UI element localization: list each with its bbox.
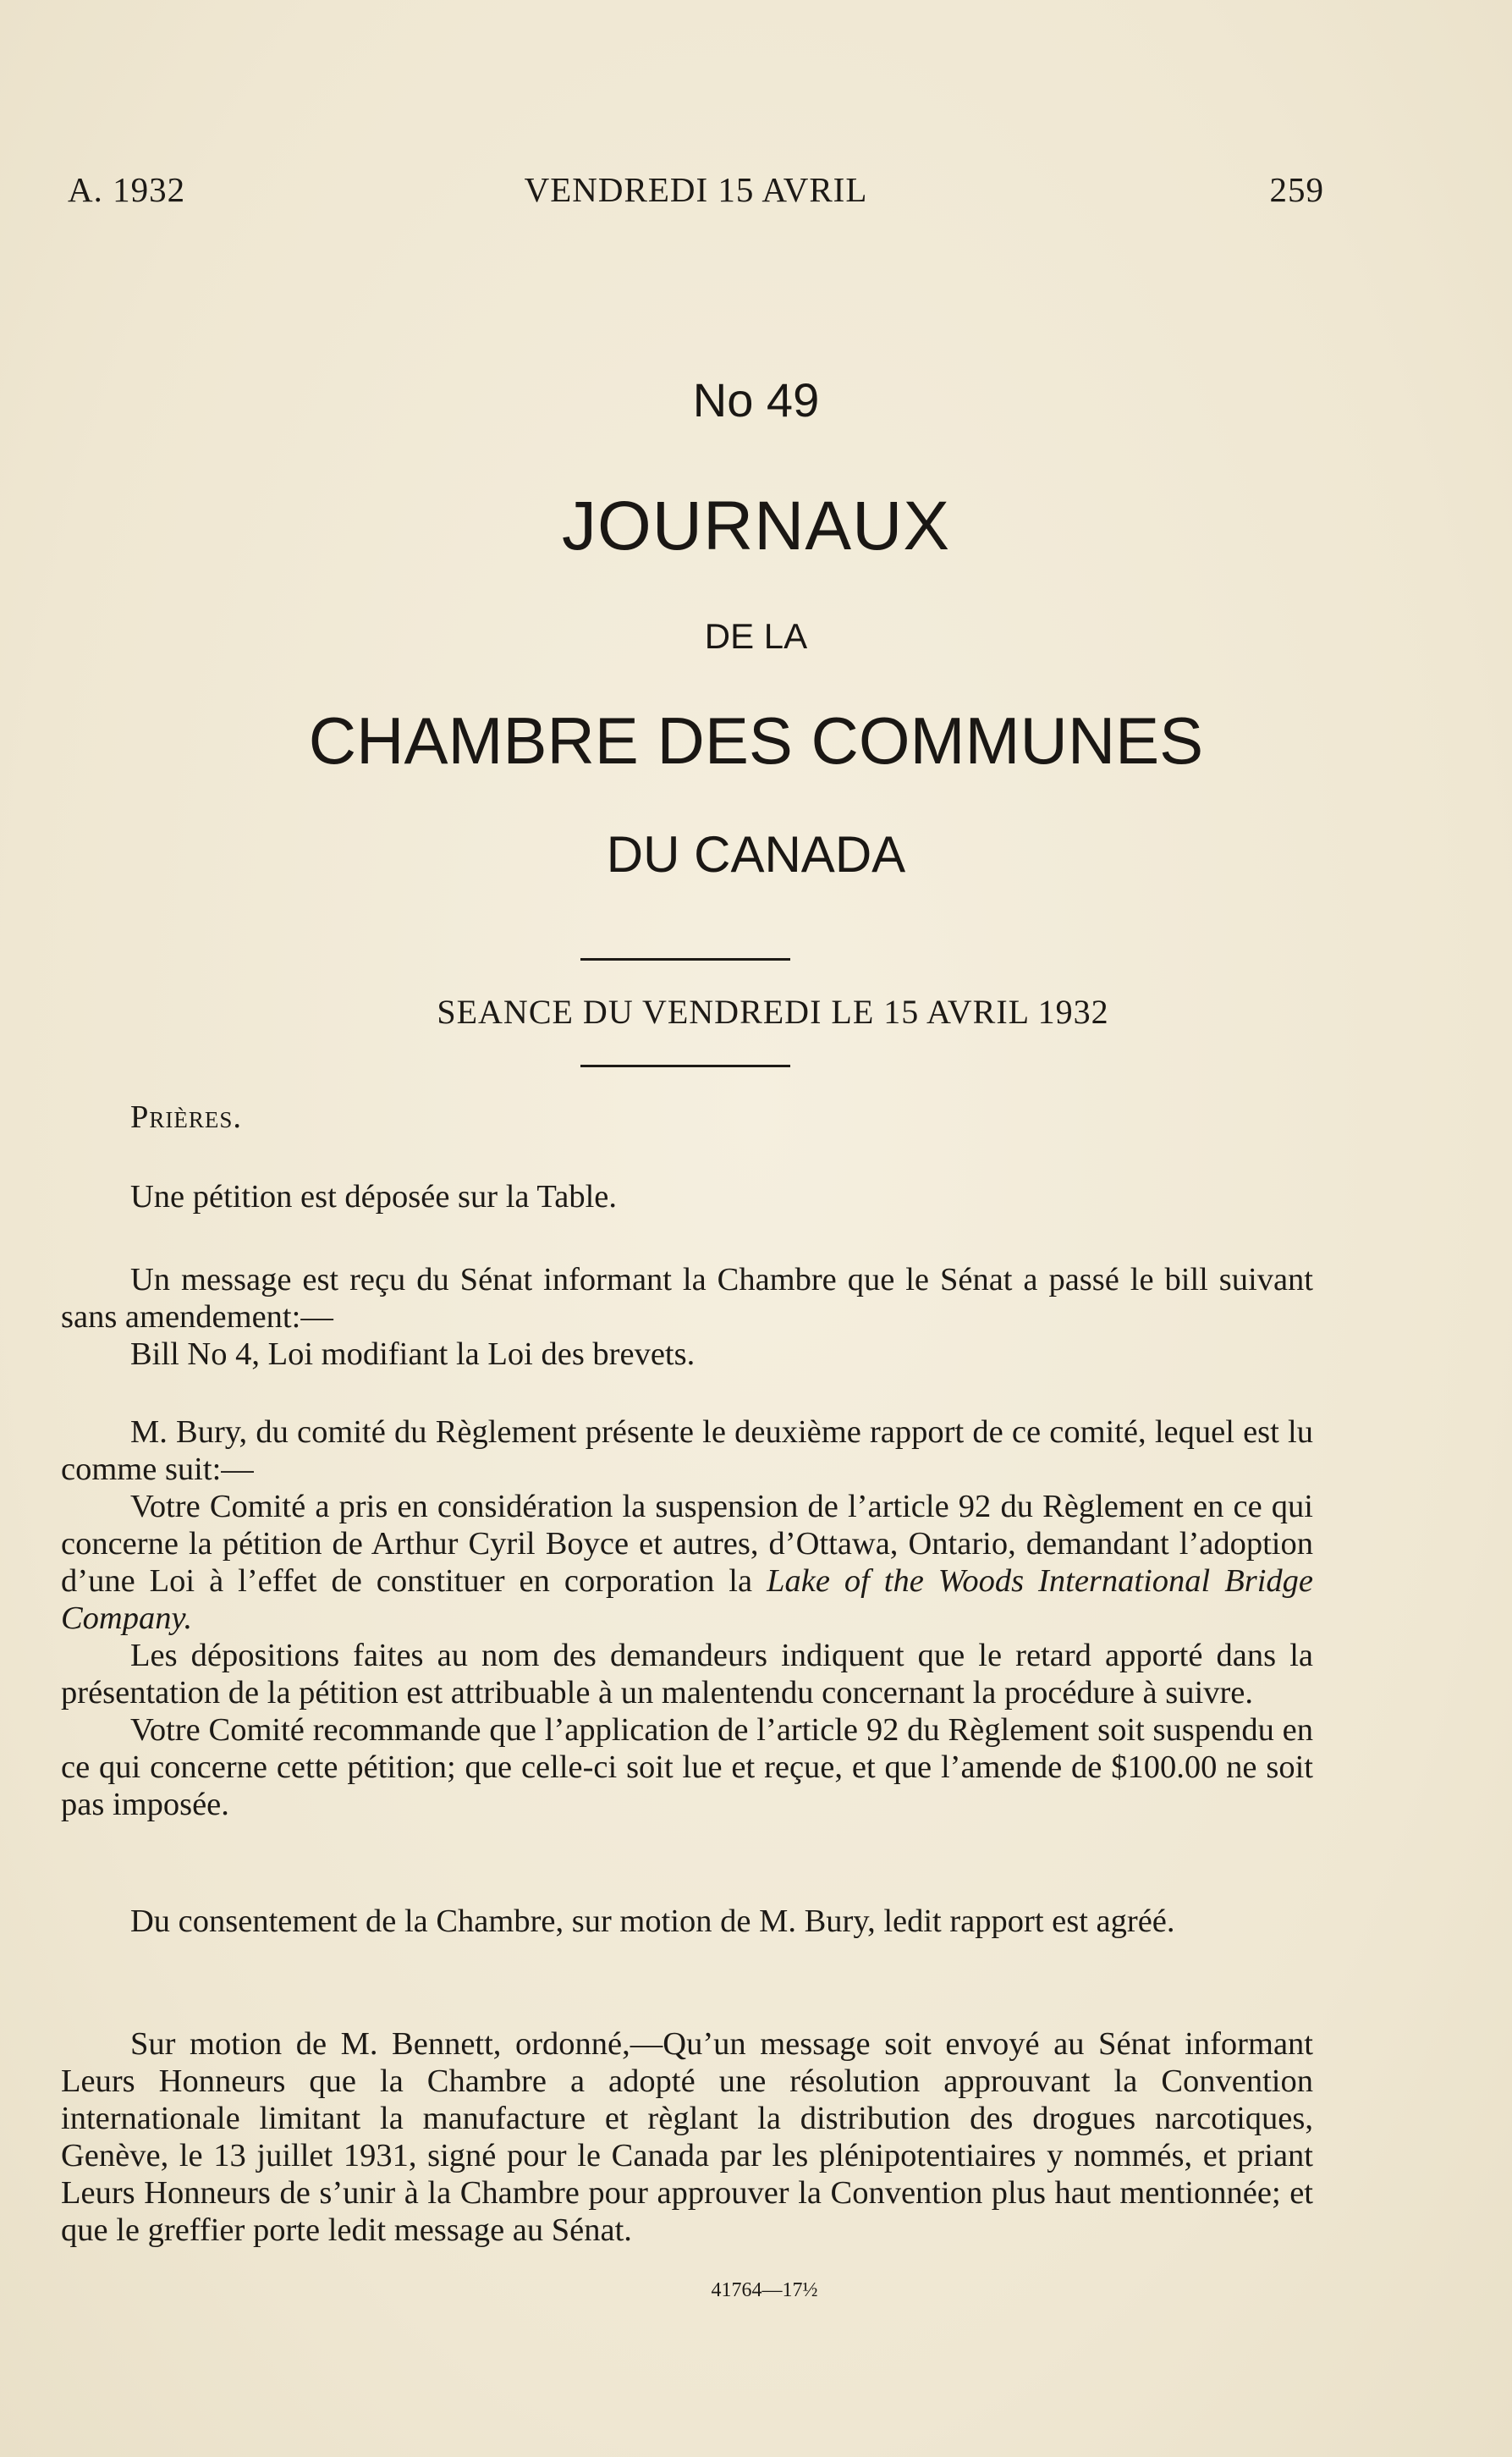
issue-number: No 49 <box>692 373 820 427</box>
consent-section <box>61 1903 1313 1940</box>
title-journaux: JOURNAUX <box>561 488 951 565</box>
petition-text: Une pétition est déposée sur la Table. <box>130 1179 617 1215</box>
printer-code: 41764—17½ <box>711 2279 818 2301</box>
bennett-motion-section <box>61 2025 1313 2249</box>
bill-entry: Bill No 4, Loi modifiant la Loi des brevets. <box>130 1336 696 1372</box>
divider-bottom <box>580 1065 790 1067</box>
report-intro: M. Bury, du comité du Règlement présente le deuxième rapport de ce comité, lequel est lu comme suit:— <box>61 1414 1313 1487</box>
petition-section <box>61 1178 1313 1215</box>
title-de-la: DE LA <box>704 616 808 656</box>
title-chambre: CHAMBRE DES COMMUNES <box>308 703 1204 778</box>
senate-message-text: Un message est reçu du Sénat informant la Chambre que le Sénat a passé le bill suivant sans amendement:— <box>61 1262 1313 1335</box>
consent-text: Du consentement de la Chambre, sur motion de M. Bury, ledit rapport est agréé. <box>130 1903 1175 1939</box>
report-paragraph-1 <box>61 1488 1313 1637</box>
header-year: A. 1932 <box>68 170 186 209</box>
company-name: Lake of the Woods International Bridge Company. <box>61 1563 1313 1636</box>
senate-message-section <box>61 1261 1313 1373</box>
divider-top <box>580 958 790 961</box>
report-paragraph-1-text: Votre Comité a pris en considération la suspension de l’article 92 du Règlement en ce qui concerne la pétition de Arthur Cyril Boyce et autres, d’Ottawa, Ontario, demandant l’adoption d’une Loi à l’effet de constituer en corporation la <box>61 1489 1313 1599</box>
header-date: VENDREDI 15 AVRIL <box>524 170 868 209</box>
report-paragraph-2: Les dépositions faites au nom des demandeurs indiquent que le retard apporté dans la présentation de la pétition est attribuable à un malentendu concernant la procédure à suivre. <box>61 1638 1313 1711</box>
title-du-canada: DU CANADA <box>606 826 906 883</box>
bennett-motion-text: Sur motion de M. Bennett, ordonné,—Qu’un message soit envoyé au Sénat informant Leurs Honneurs que la Chambre a adopté une résolution approuvant la Convention internationale limitant la manufacture et règlant la distribution des drogues narcotiques, Genève, le 13 juillet 1931, signé pour le Canada par les plénipotentiaires y nommés, et priant Leurs Honneurs de s’unir à la Chambre pour approuver la Convention plus haut mentionnée; et que le greffier porte ledit message au Sénat. <box>61 2026 1313 2248</box>
prayers-label: Prières. <box>130 1099 243 1135</box>
report-paragraph-3: Votre Comité recommande que l’application de l’article 92 du Règlement soit suspendu en ce qui concerne cette pétition; que celle-ci soit lue et reçue, et que l’amende de $100.00 ne soit pas imposée. <box>61 1712 1313 1822</box>
sitting-heading: SEANCE DU VENDREDI LE 15 AVRIL 1932 <box>437 993 1109 1031</box>
page-number: 259 <box>1269 170 1324 209</box>
running-header <box>68 169 1324 220</box>
committee-report-section <box>61 1413 1313 1823</box>
prayers-section <box>61 1099 1313 1136</box>
